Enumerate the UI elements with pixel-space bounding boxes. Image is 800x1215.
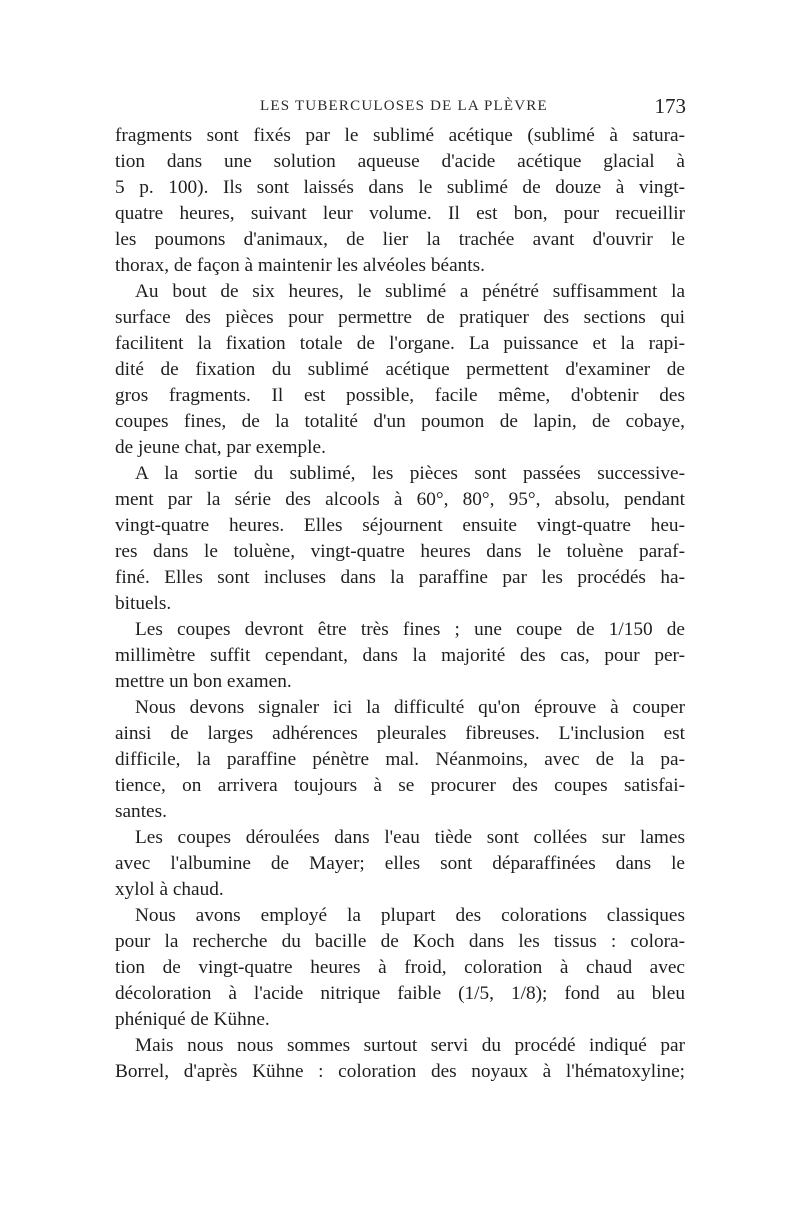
text-line: phéniqué de Kühne. [115, 1009, 270, 1030]
text-line: Les coupes devront être très fines ; une coupe de 1/150 de [135, 619, 685, 640]
text-line: A la sortie du sublimé, les pièces sont passées successive- [135, 463, 685, 484]
text-line: pour la recherche du bacille de Koch dans les tissus : colora- [115, 931, 685, 952]
text-line: quatre heures, suivant leur volume. Il est bon, pour recueillir [115, 203, 685, 224]
text-line: mettre un bon examen. [115, 671, 292, 692]
text-line: gros fragments. Il est possible, facile même, d'obtenir des [115, 385, 685, 406]
text-line: xylol à chaud. [115, 879, 224, 900]
text-line: les poumons d'animaux, de lier la trachée avant d'ouvrir le [115, 229, 685, 250]
page-number: 173 [654, 94, 686, 118]
text-line: tion de vingt-quatre heures à froid, coloration à chaud avec [115, 957, 685, 978]
text-line: santes. [115, 801, 167, 822]
text-line: thorax, de façon à maintenir les alvéoles béants. [115, 255, 485, 276]
text-line: ainsi de larges adhérences pleurales fibreuses. L'inclusion est [115, 723, 685, 744]
text-line: avec l'albumine de Mayer; elles sont déparaffinées dans le [115, 853, 685, 874]
text-line: décoloration à l'acide nitrique faible (1/5, 1/8); fond au bleu [115, 983, 685, 1004]
text-line: vingt-quatre heures. Elles séjournent ensuite vingt-quatre heu- [115, 515, 685, 536]
text-line: millimètre suffit cependant, dans la majorité des cas, pour per- [115, 645, 685, 666]
text-line: de jeune chat, par exemple. [115, 437, 326, 458]
text-line: Mais nous nous sommes surtout servi du procédé indiqué par [135, 1035, 685, 1056]
text-line: facilitent la fixation totale de l'organe. La puissance et la rapi- [115, 333, 685, 354]
text-line: finé. Elles sont incluses dans la paraffine par les procédés ha- [115, 567, 685, 588]
text-line: 5 p. 100). Ils sont laissés dans le sublimé de douze à vingt- [115, 177, 685, 198]
text-line: Les coupes déroulées dans l'eau tiède sont collées sur lames [135, 827, 685, 848]
text-line: coupes fines, de la totalité d'un poumon de lapin, de cobaye, [115, 411, 685, 432]
text-line: Au bout de six heures, le sublimé a pénétré suffisamment la [135, 281, 685, 302]
text-line: dité de fixation du sublimé acétique permettent d'examiner de [115, 359, 685, 380]
page-header [115, 94, 685, 124]
text-line: res dans le toluène, vingt-quatre heures dans le toluène paraf- [115, 541, 685, 562]
text-line: ment par la série des alcools à 60°, 80°, 95°, absolu, pendant [115, 489, 685, 510]
text-line: fragments sont fixés par le sublimé acétique (sublimé à satura- [115, 125, 685, 146]
text-line: difficile, la paraffine pénètre mal. Néanmoins, avec de la pa- [115, 749, 685, 770]
text-line: surface des pièces pour permettre de pratiquer des sections qui [115, 307, 685, 328]
body-text [115, 123, 685, 1143]
text-line: Nous devons signaler ici la difficulté qu'on éprouve à couper [135, 697, 685, 718]
text-line: Nous avons employé la plupart des colorations classiques [135, 905, 685, 926]
text-line: tion dans une solution aqueuse d'acide acétique glacial à [115, 151, 685, 172]
text-line: bituels. [115, 593, 172, 614]
text-line: Borrel, d'après Kühne : coloration des noyaux à l'hématoxyline; [115, 1061, 685, 1082]
text-line: tience, on arrivera toujours à se procurer des coupes satisfai- [115, 775, 685, 796]
running-title: LES TUBERCULOSES DE LA PLÈVRE [260, 98, 548, 114]
